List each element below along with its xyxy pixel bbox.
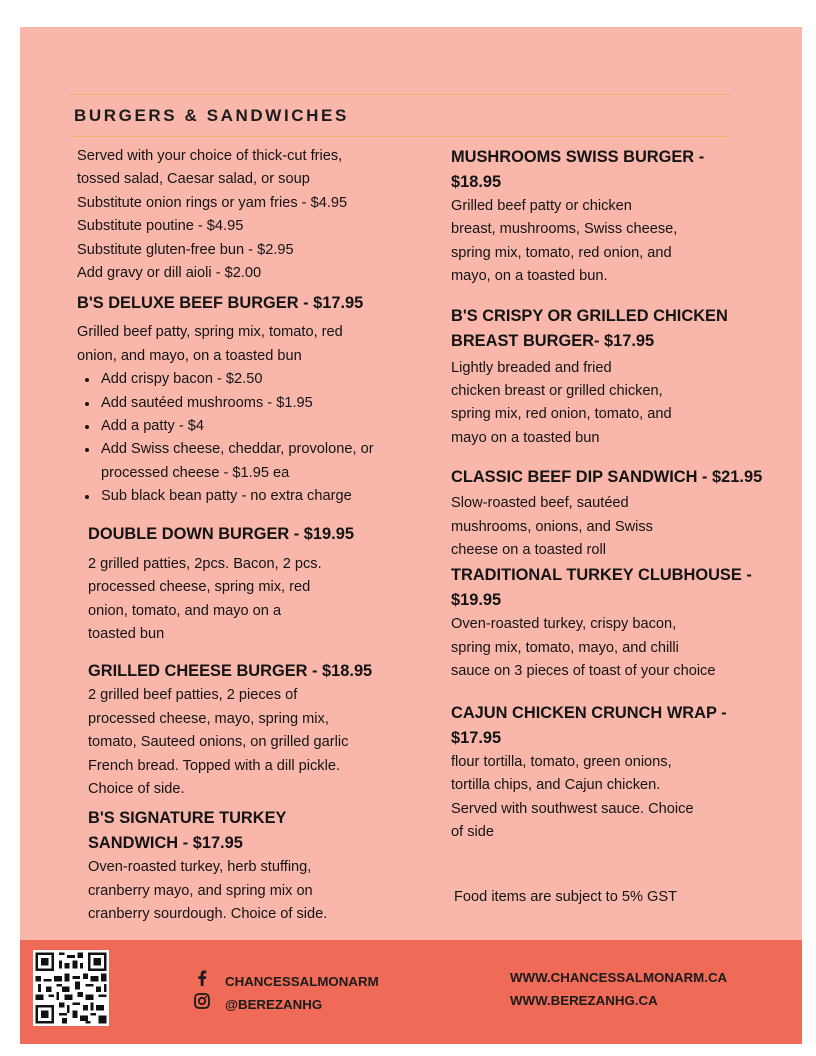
website-link-chances[interactable]: WWW.CHANCESSALMONARM.CA [510,970,728,985]
chicken-burger-item [451,304,791,451]
item-description-line: Grilled beef patty, spring mix, tomato, red [77,324,343,341]
item-description-line: Oven-roasted turkey, crispy bacon, [451,616,677,633]
double-down-item [77,522,427,647]
bottom-divider [70,136,730,137]
item-title-line: $18.95 [451,173,502,191]
item-title-line: TRADITIONAL TURKEY CLUBHOUSE - [451,566,752,585]
item-title: CLASSIC BEEF DIP SANDWICH - $21.95 [451,468,763,487]
item-description-line: breast, mushrooms, Swiss cheese, [451,221,678,238]
item-description-line: cranberry mayo, and spring mix on [88,882,313,899]
info-line: Substitute poutine - $4.95 [77,218,244,235]
item-description-line: Oven-roasted turkey, herb stuffing, [88,859,312,876]
menu-page [20,27,802,1044]
info-line: Add gravy or dill aioli - $2.00 [77,265,262,282]
item-description-line: processed cheese, mayo, spring mix, [88,710,329,727]
item-description-line: sauce on 3 pieces of toast of your choice [451,663,716,680]
turkey-sandwich-item [77,806,427,926]
left-column [77,145,427,927]
item-title-line: B'S SIGNATURE TURKEY [88,809,287,828]
cajun-wrap-item [451,701,791,845]
item-description-line: Choice of side. [88,780,185,797]
item-description-line: 2 grilled beef patties, 2 pieces of [88,687,298,704]
addon-item: • Add sautéed mushrooms - $1.95 [99,392,427,415]
item-title-line: CAJUN CHICKEN CRUNCH WRAP - [451,703,727,722]
item-title-line: MUSHROOMS SWISS BURGER - [451,148,705,166]
item-description-line: flour tortilla, tomato, green onions, [451,753,672,770]
top-divider [70,94,730,95]
item-description-line: mayo, on a toasted bun. [451,268,608,285]
website-link-berezan[interactable]: WWW.BEREZANHG.CA [510,993,658,1008]
info-line: Served with your choice of thick-cut fries, [77,148,343,164]
deluxe-burger-item [77,291,427,508]
addon-item: • Add crispy bacon - $2.50 [99,368,427,391]
item-description-line: tortilla chips, and Cajun chicken. [451,777,661,794]
item-description-line: cheese on a toasted roll [451,542,606,559]
item-title: B'S DELUXE BEEF BURGER - $17.95 [77,294,364,313]
item-title: GRILLED CHEESE BURGER - $18.95 [88,662,373,681]
addon-item: • Sub black bean patty - no extra charge [99,485,427,508]
turkey-clubhouse-item [451,563,791,683]
addon-item: • Add Swiss cheese, cheddar, provolone, or processed cheese - $1.95 ea [99,438,427,485]
item-description-line: Grilled beef patty or chicken [451,198,632,214]
mushroom-swiss-item [451,145,791,289]
item-description-line: chicken breast or grilled chicken, [451,383,663,400]
grilled-cheese-item [77,659,427,801]
item-description-line: 2 grilled patties, 2pcs. Bacon, 2 pcs. [88,555,322,572]
item-description-line: of side [451,823,494,840]
facebook-icon [193,970,211,989]
beef-dip-item [451,465,791,562]
item-description-line: Lightly breaded and fried [451,359,612,376]
addon-list [77,368,427,508]
info-line: tossed salad, Caesar salad, or soup [77,171,310,188]
item-title-line: BREAST BURGER- $17.95 [451,331,655,350]
facebook-link[interactable] [193,970,379,989]
item-description-line: Slow-roasted beef, sautéed [451,495,629,512]
instagram-handle: @BEREZANHG [225,997,323,1012]
instagram-link[interactable] [193,993,322,1012]
item-description-line: mayo on a toasted bun [451,429,600,446]
sides-info [77,145,427,285]
item-title: DOUBLE DOWN BURGER - $19.95 [88,524,354,543]
item-description-line: mushrooms, onions, and Swiss [451,518,653,535]
item-description-line: Served with southwest sauce. Choice [451,800,694,817]
item-description-line: cranberry sourdough. Choice of side. [88,906,328,923]
item-description-line: spring mix, tomato, mayo, and chilli [451,639,679,656]
info-line: Substitute gluten-free bun - $2.95 [77,241,294,258]
instagram-icon [193,993,211,1012]
right-column [451,145,791,910]
item-description-line: processed cheese, spring mix, red [88,579,311,596]
item-title-line: B'S CRISPY OR GRILLED CHICKEN [451,306,728,325]
facebook-handle: CHANCESSALMONARM [225,974,379,989]
gst-note: Food items are subject to 5% GST [454,889,678,906]
info-line: Substitute onion rings or yam fries - $4.95 [77,194,348,211]
footer-band [20,940,802,1044]
item-description-line: toasted bun [88,625,165,642]
item-title-line: SANDWICH - $17.95 [88,834,243,853]
item-description-line: spring mix, red onion, tomato, and [451,406,672,423]
section-title: BURGERS & SANDWICHES [74,106,349,125]
addon-item: • Add a patty - $4 [99,415,427,438]
item-description-line: French bread. Topped with a dill pickle. [88,757,341,774]
item-description-line: tomato, Sauteed onions, on grilled garlic [88,734,349,751]
item-title-line: $17.95 [451,728,502,747]
item-description-line: spring mix, tomato, red onion, and [451,244,672,261]
item-title-line: $19.95 [451,591,502,610]
item-description-line: onion, tomato, and mayo on a [88,602,282,619]
item-description-line: onion, and mayo, on a toasted bun [77,347,302,364]
qr-code-icon[interactable] [33,950,109,1026]
